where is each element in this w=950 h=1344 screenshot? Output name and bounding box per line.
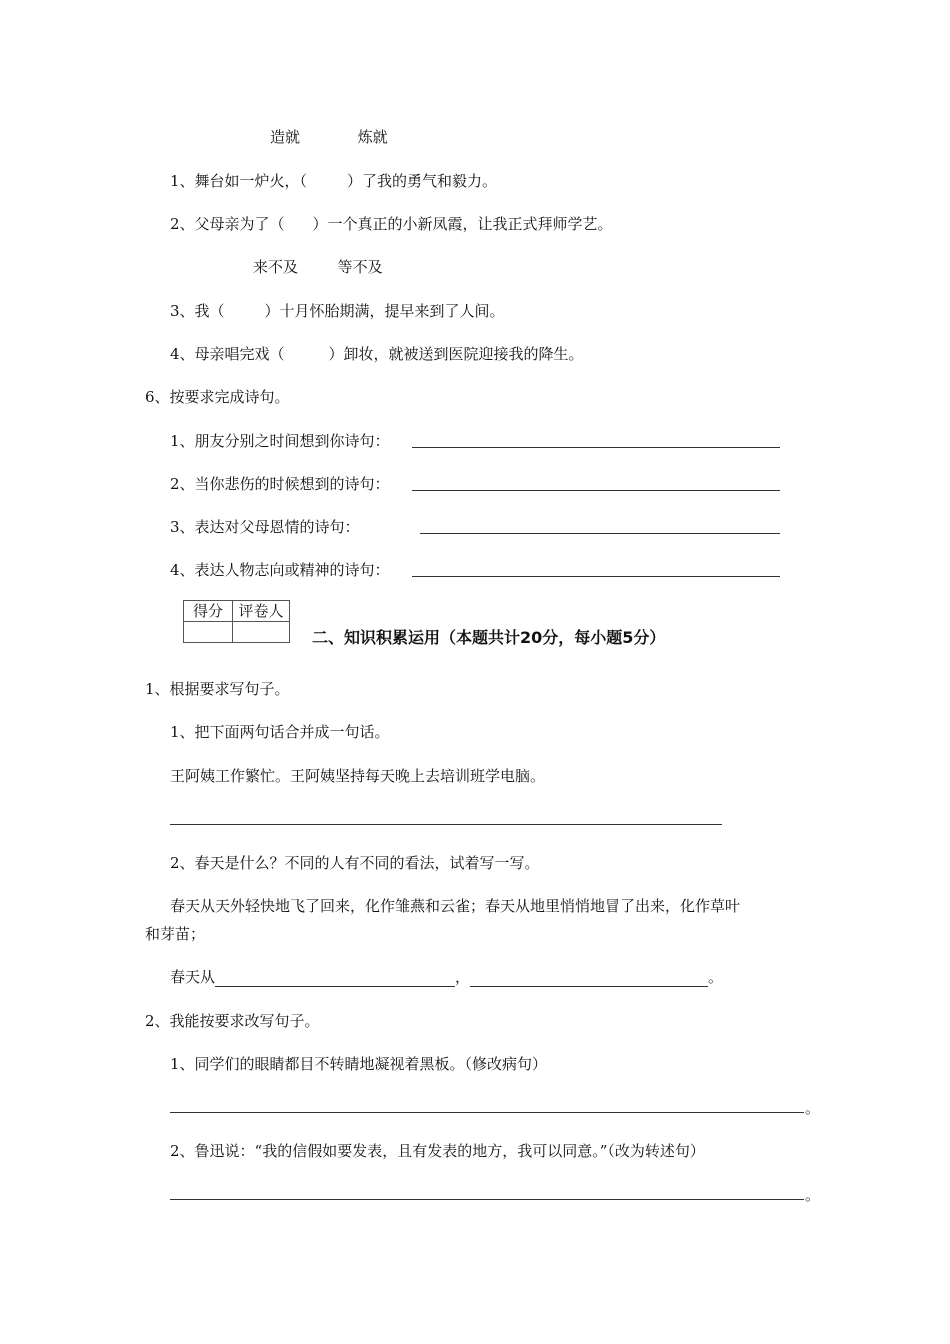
fill-blank-item-3 <box>170 301 505 321</box>
score-cell[interactable] <box>184 622 233 643</box>
question-2-2: 2、鲁迅说：“我的信假如要发表，且有发表的地方，我可以同意。”（改为转述句） <box>170 1142 705 1160</box>
poem-item-4 <box>170 560 390 580</box>
answer-line[interactable] <box>412 447 780 448</box>
question-1-2: 2、春天是什么？不同的人有不同的看法，试着写一写。 <box>170 854 540 872</box>
grader-label: 评卷人 <box>233 601 290 622</box>
item-text: 4、母亲唱完戏（ <box>170 345 285 363</box>
answer-blank[interactable] <box>215 972 455 987</box>
question-1-title: 1、根据要求写句子。 <box>145 680 290 698</box>
item-text: 4、表达人物志向或精神的诗句： <box>170 561 390 579</box>
question-2-1: 1、同学们的眼睛都目不转睛地凝视着黑板。（修改病句） <box>170 1055 548 1073</box>
item-text: ）卸妆，就被送到医院迎接我的降生。 <box>328 345 584 363</box>
answer-blank[interactable] <box>307 177 347 191</box>
question-1-1: 1、把下面两句话合并成一句话。 <box>170 723 390 741</box>
poem-item-1 <box>170 431 390 451</box>
word-choice: 来不及 <box>253 258 299 276</box>
answer-blank[interactable] <box>225 307 265 321</box>
fill-blank-item-2 <box>170 214 613 234</box>
answer-blank[interactable] <box>285 350 329 364</box>
item-text: 3、表达对父母恩情的诗句： <box>170 518 360 536</box>
punctuation: 。 <box>708 968 724 986</box>
fill-blank-item-1 <box>170 171 497 191</box>
word-choice-group-b <box>253 257 383 277</box>
question-1-2-text: 春天从天外轻快地飞了回来，化作雏燕和云雀；春天从地里悄悄地冒了出来，化作草叶 <box>170 897 741 915</box>
word-choice: 炼就 <box>357 128 388 146</box>
item-text: 1、朋友分别之时间想到你诗句： <box>170 432 390 450</box>
answer-line[interactable] <box>412 490 780 491</box>
item-text: 1、舞台如一炉火，（ <box>170 172 308 190</box>
word-choice: 造就 <box>270 128 301 146</box>
question-6-title: 6、按要求完成诗句。 <box>145 388 290 406</box>
grader-cell[interactable] <box>233 622 290 643</box>
fill-blank-item-4 <box>170 344 584 364</box>
answer-line[interactable] <box>170 1199 804 1200</box>
answer-line[interactable] <box>412 576 780 577</box>
answer-prefix: 春天从 <box>170 968 216 986</box>
answer-blank[interactable] <box>285 220 313 234</box>
item-text: ）一个真正的小新凤霞，让我正式拜师学艺。 <box>312 215 613 233</box>
punctuation: 。 <box>805 1186 821 1204</box>
word-choice-group-a <box>270 127 388 147</box>
punctuation: ， <box>455 968 471 986</box>
answer-line[interactable] <box>420 533 780 534</box>
question-2-title: 2、我能按要求改写句子。 <box>145 1012 320 1030</box>
question-1-2-text-cont: 和芽苗； <box>145 925 206 943</box>
punctuation: 。 <box>805 1099 821 1117</box>
item-text: ）十月怀胎期满，提早来到了人间。 <box>264 302 505 320</box>
score-label: 得分 <box>184 601 233 622</box>
item-text: 2、当你悲伤的时候想到的诗句： <box>170 475 390 493</box>
score-box <box>183 600 290 643</box>
word-choice: 等不及 <box>337 258 383 276</box>
section-heading: 二、知识积累运用（本题共计20分，每小题5分） <box>312 628 666 647</box>
answer-line[interactable] <box>170 824 722 825</box>
answer-line[interactable] <box>170 1112 804 1113</box>
question-1-2-answer <box>170 967 723 987</box>
poem-item-3 <box>170 517 360 537</box>
item-text: 3、我（ <box>170 302 225 320</box>
poem-item-2 <box>170 474 390 494</box>
answer-blank[interactable] <box>470 972 708 987</box>
question-1-1-text: 王阿姨工作繁忙。王阿姨坚持每天晚上去培训班学电脑。 <box>170 767 546 785</box>
item-text: ）了我的勇气和毅力。 <box>347 172 498 190</box>
item-text: 2、父母亲为了（ <box>170 215 285 233</box>
